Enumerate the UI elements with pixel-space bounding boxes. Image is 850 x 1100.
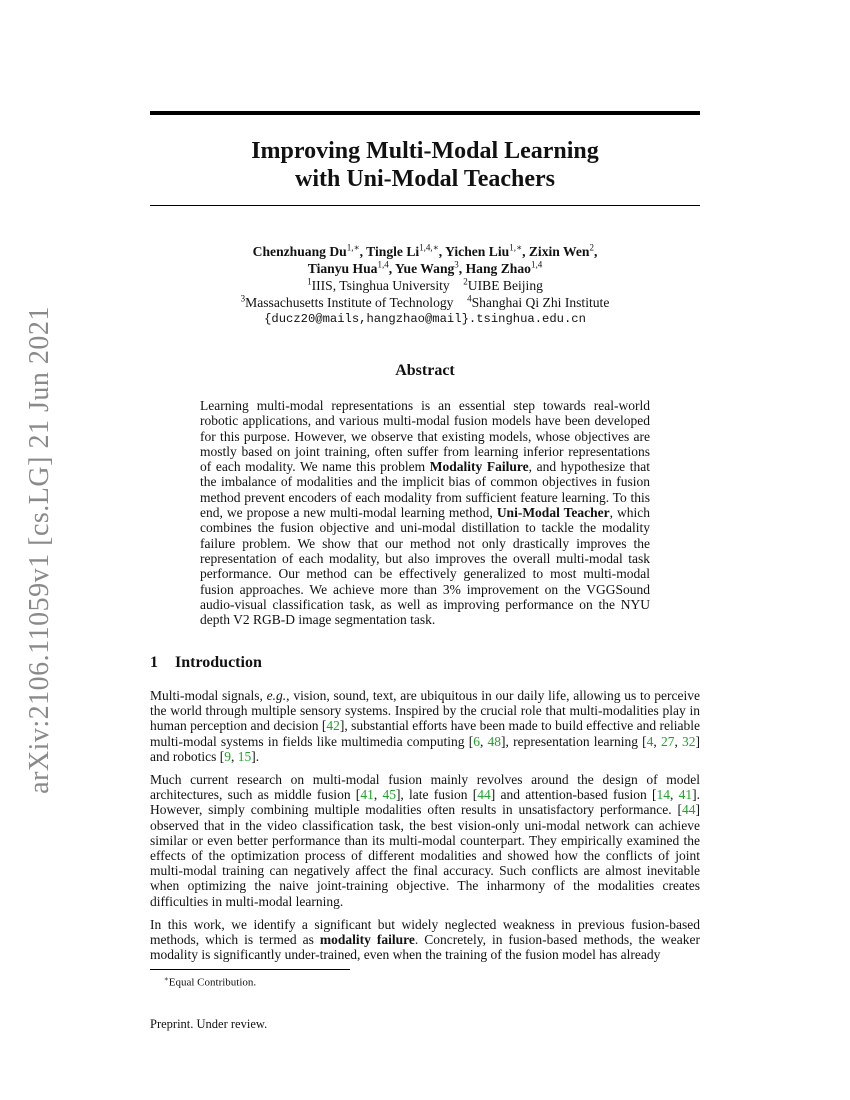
term-uni-modal-teacher: Uni-Modal Teacher <box>496 505 610 521</box>
author-affil: 2 <box>589 242 594 253</box>
citation-link[interactable]: 9 <box>224 748 231 764</box>
author-block <box>150 243 700 328</box>
paragraph: Much current research on multi-modal fusion mainly revolves around the design of model architectures, such as middle fusion [41, 45], late fusion [44] and attention-based fusion [14, 41]. However, simply combining multiple modalities often results in unsatisfactory performance. [44] observed that in the video classification task, the best vision-only uni-modal network can achieve similar or even better performance than its multi-modal counterpart. They empirically examined the effects of the optimization process of different modalities and showed how the conflicts of joint multi-modal training can negatively affect the final accuracy. Such conflicts are almost inevitable when optimizing the naive joint-training objective. The inharmony of the modalities creates difficulties in multi-modal learning. <box>150 772 700 909</box>
author-name: Yue Wang <box>394 261 455 276</box>
abstract-text: Learning multi-modal representations is an essential step towards real-world robotic applications, and various multi-modal fusion models have been developed for this purpose. However, we observe that existing models, whose objectives are mostly based on joint training, often suffer from learning inferior representations of each modality. We name this problem Modality Failure, and hypothesize that the imbalance of modalities and the implicit bias of common objectives in fusion method prevent encoders of each modality from sufficient feature learning. To this end, we propose a new multi-modal learning method, Uni-Modal Teacher, which combines the fusion objective and uni-modal distillation to tackle the modality failure problem. We show that our method not only drastically improves the representation of each modality, but also improves the overall multi-modal task performance. Our method can be effectively generalized to most multi-modal fusion approaches. We achieve more than 3% improvement on the VGGSound audio-visual classification task, as well as improving performance on the NYU depth V2 RGB-D image segmentation task. <box>200 398 651 628</box>
abstract-heading: Abstract <box>395 362 455 379</box>
author-name: Tingle Li <box>366 244 420 259</box>
affiliation: Massachusetts Institute of Technology <box>245 295 454 310</box>
author-email: {ducz20@mails,hangzhao@mail}.tsinghua.edu.cn <box>264 312 586 326</box>
affiliation: Shanghai Qi Zhi Institute <box>471 295 610 310</box>
footnote <box>164 975 256 989</box>
title-top-rule <box>150 111 700 115</box>
citation-link[interactable]: 48 <box>487 733 502 749</box>
author-affil: 3 <box>454 259 459 270</box>
author-affil: 1,4 <box>530 259 543 270</box>
preprint-notice: Preprint. Under review. <box>150 1017 268 1031</box>
citation-link[interactable]: 42 <box>326 718 340 734</box>
author-affil: 1,∗ <box>509 242 523 253</box>
footnote-text: Equal Contribution. <box>168 976 257 989</box>
author-name: Hang Zhao <box>465 261 531 276</box>
arxiv-sidebar <box>0 240 80 860</box>
citation-link[interactable]: 44 <box>682 802 696 818</box>
author-name: Tianyu Hua <box>307 261 378 276</box>
affiliation: IIIS, Tsinghua University <box>311 278 450 293</box>
citation-link[interactable]: 6 <box>473 733 480 749</box>
term-modality-failure: Modality Failure <box>429 459 529 475</box>
author-names-line-2: Tianyu Hua$^{1,4}$, Yue Wang$^3$, Hang Zhao$^{1,4}$ <box>307 259 543 276</box>
affiliations-line-2: $^3$Massachusetts Institute of Technology $^4$Shanghai Qi Zhi Institute <box>240 293 610 310</box>
title-line-2: with Uni-Modal Teachers <box>294 166 555 192</box>
author-name: Zixin Wen <box>528 244 590 259</box>
title-line-1: Improving Multi-Modal Learning <box>251 138 599 164</box>
section-number: 1 <box>150 654 158 671</box>
citation-link[interactable]: 15 <box>237 748 252 764</box>
citation-link[interactable]: 27 <box>660 733 675 749</box>
citation-link[interactable]: 44 <box>477 787 491 803</box>
footnote-mark: ∗ <box>164 975 169 983</box>
paper-title <box>150 137 700 193</box>
paragraph: Multi-modal signals, e.g., vision, sound, text, are ubiquitous in our daily life, allowing us to perceive the world through multiple sensory systems. Inspired by the crucial role that multi-modalities play in human perception and decision [42], substantial efforts have been made to build effective and reliable multi-modal systems in fields like multimedia computing [6, 48], representation learning [4, 27, 32] and robotics [9, 15]. <box>150 688 701 764</box>
author-names-line-1: Chenzhuang $Du^{1,∗}$, Tingle $Li^{1,4,∗}$, Yichen Liu$^{1,∗}$, Zixin Wen$^2$, <box>252 242 598 259</box>
author-name: Chenzhuang Du <box>252 244 347 259</box>
citation-link[interactable]: 45 <box>382 787 396 803</box>
author-affil: 1,4 <box>377 259 389 270</box>
section-heading-introduction <box>150 654 700 672</box>
author-affil: 1,∗ <box>346 242 360 253</box>
section-title: Introduction <box>175 654 262 671</box>
citation-link[interactable]: 4 <box>646 733 654 749</box>
arxiv-identifier: arXiv:2106.11059v1 [cs.LG] 21 Jun 2021 <box>24 306 55 794</box>
author-affil: 1,4,∗ <box>419 242 439 253</box>
citation-link[interactable]: 41 <box>360 787 374 803</box>
introduction-body <box>150 688 700 970</box>
footnote-rule <box>150 969 350 970</box>
affiliation: UIBE Beijing <box>467 278 543 293</box>
title-bottom-rule <box>150 205 700 206</box>
author-name: Yichen Liu <box>445 244 510 259</box>
citation-link[interactable]: 32 <box>682 733 696 749</box>
affiliations-line-1: $^1$IIIS, Tsinghua University $^2$UIBE Beijing <box>307 276 543 293</box>
term-modality-failure: modality failure <box>319 932 415 948</box>
citation-link[interactable]: 41 <box>678 787 693 803</box>
paragraph: In this work, we identify a significant but widely neglected weakness in previous fusion-based methods, which is termed as modality failure. Concretely, in fusion-based methods, the weaker modality is significantly under-trained, even when the training of the fusion model has already <box>150 916 700 963</box>
citation-link[interactable]: 14 <box>656 787 670 803</box>
